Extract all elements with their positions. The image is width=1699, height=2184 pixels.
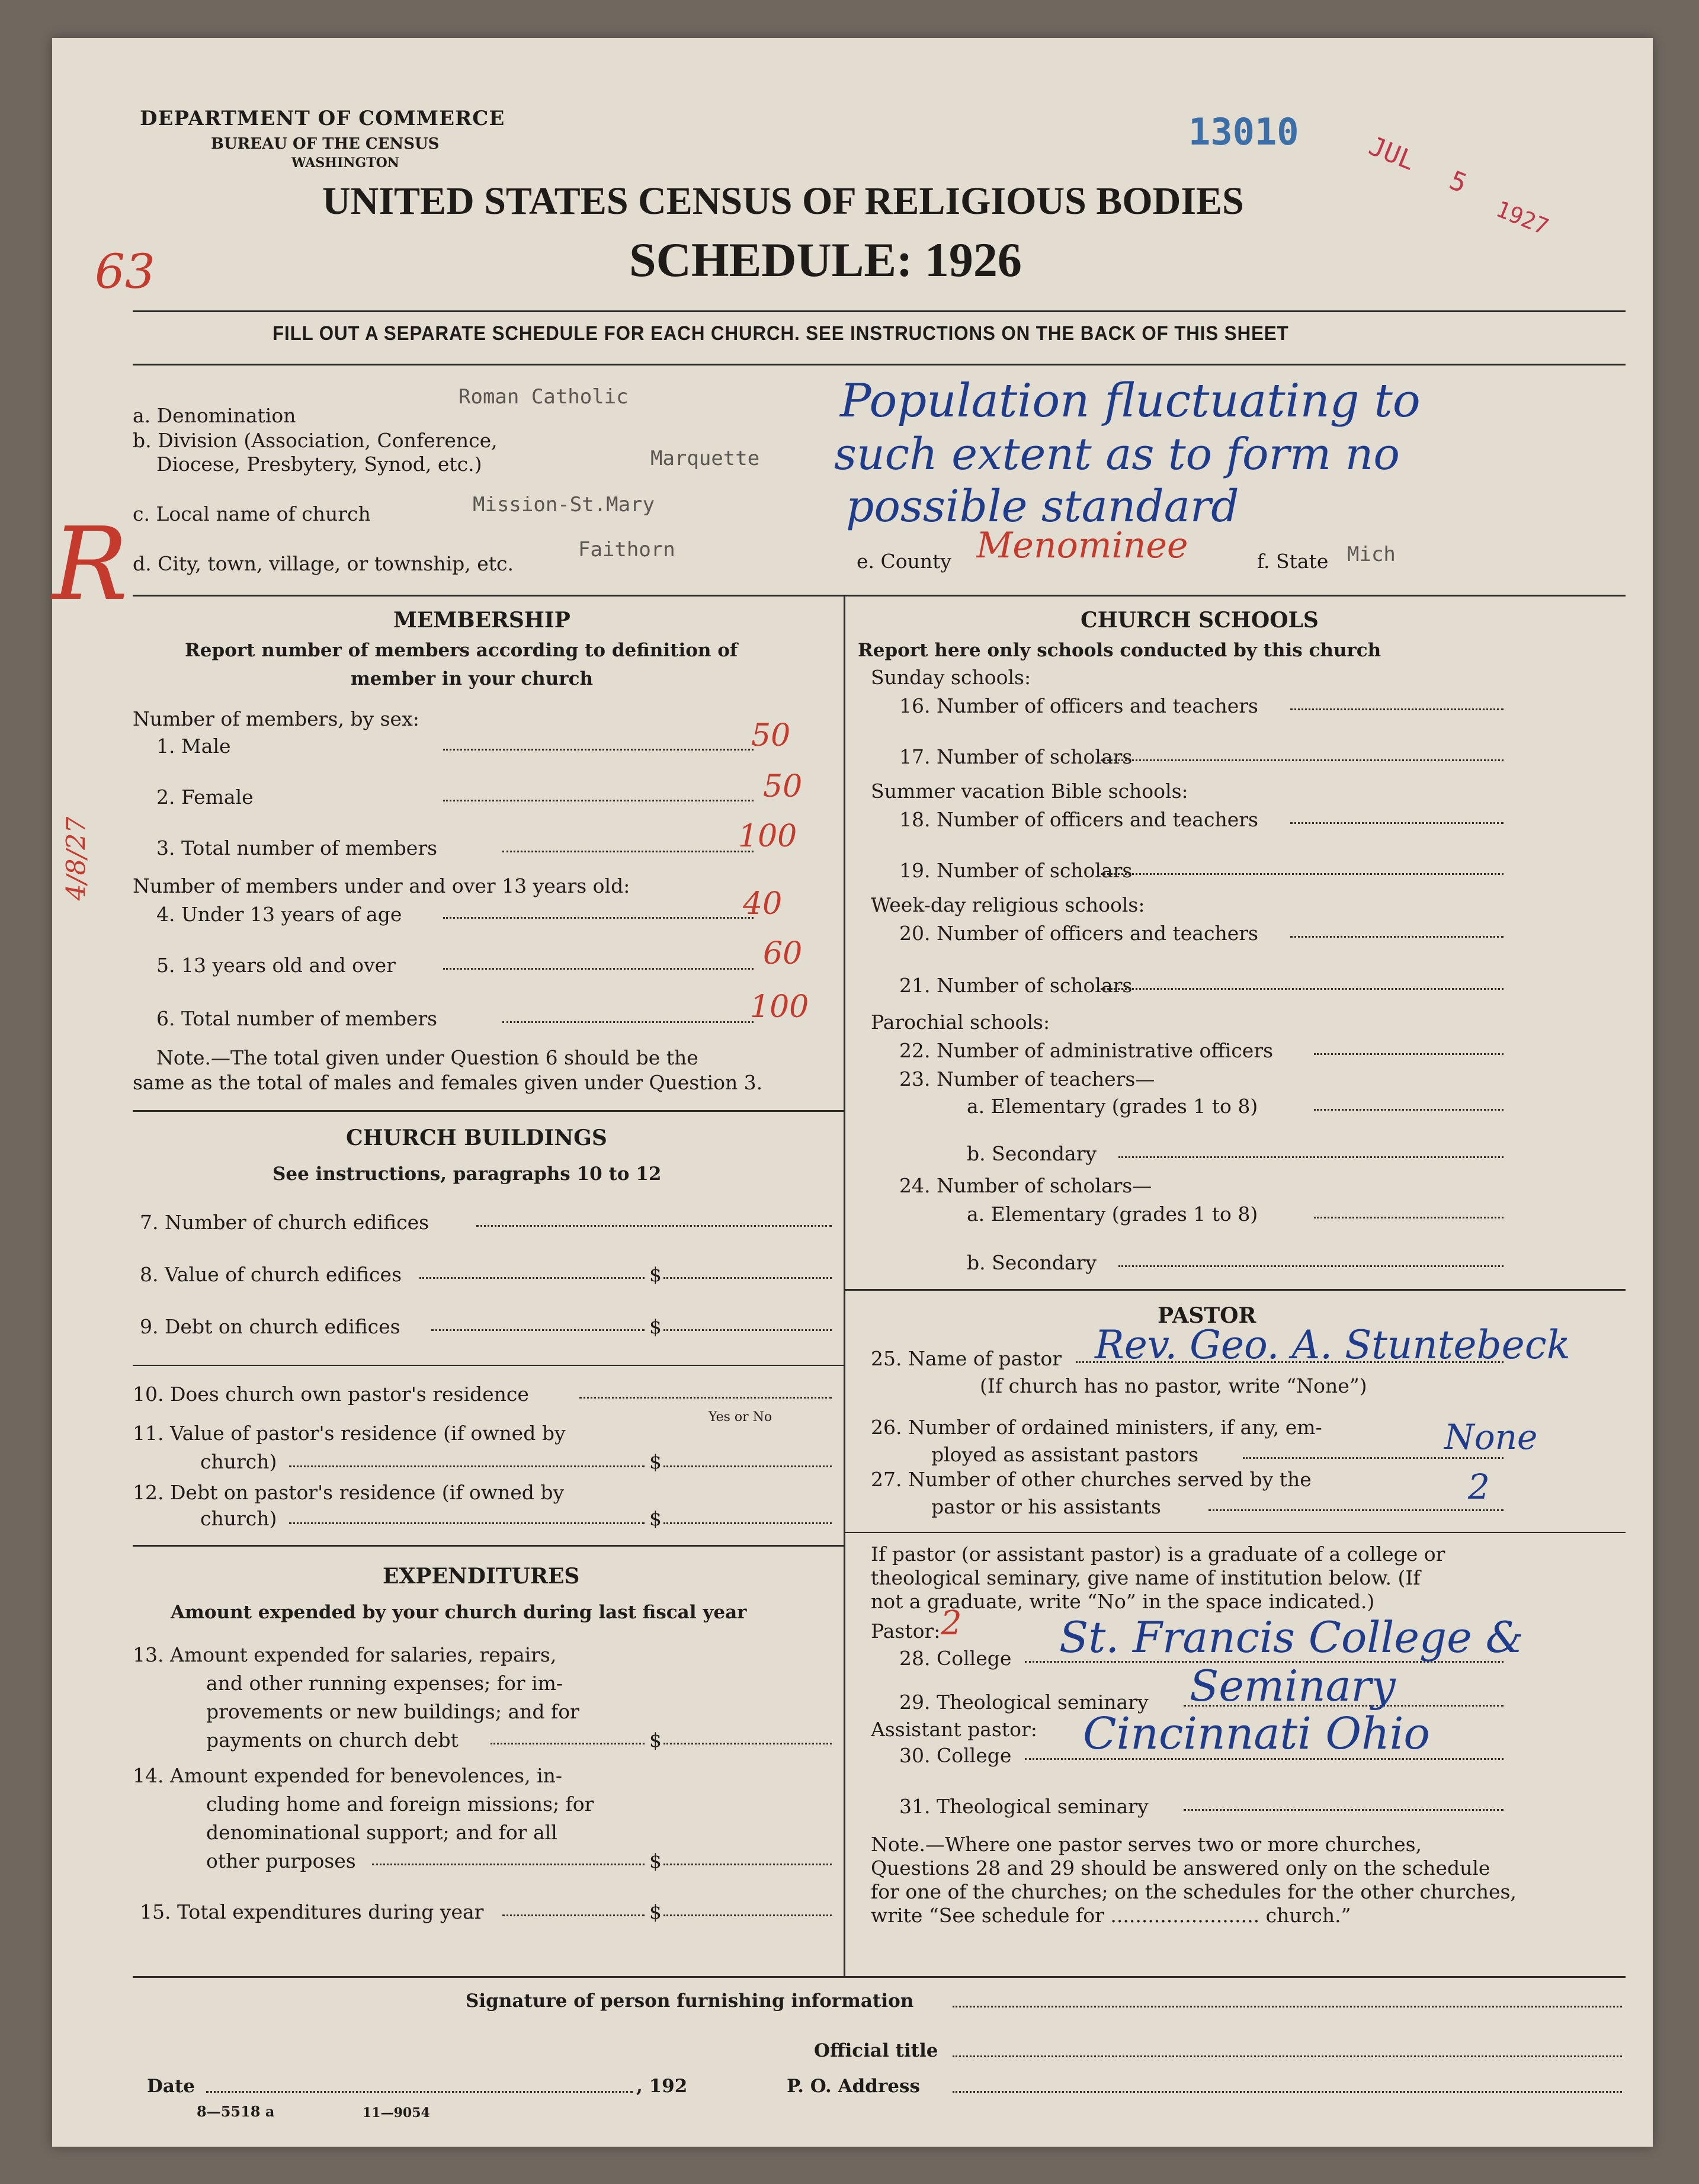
remark-line-1: Population fluctuating to [840, 374, 1421, 428]
q14-label-1: 14. Amount expended for benevolences, in- [133, 1764, 563, 1787]
county-value: Menominee [976, 525, 1188, 566]
q13-label-3: provements or new buildings; and for [206, 1700, 579, 1723]
date-stamp-month: JUL [1364, 130, 1420, 177]
weekday-label: Week-day religious schools: [871, 893, 1145, 916]
q16-label: 16. Number of officers and teachers [899, 694, 1258, 717]
grad-note-1: If pastor (or assistant pastor) is a graduate of a college or [871, 1542, 1445, 1566]
city-label: d. City, town, village, or township, etc. [133, 552, 514, 575]
q30-value: Cincinnati Ohio [1083, 1708, 1430, 1759]
q12-label-2: church) [200, 1507, 277, 1530]
q31-label: 31. Theological seminary [899, 1795, 1149, 1818]
pastor-note-1: Note.—Where one pastor serves two or more churches, [871, 1833, 1422, 1856]
city-heading: WASHINGTON [291, 155, 399, 171]
q3-label: 3. Total number of members [156, 836, 438, 860]
summer-label: Summer vacation Bible schools: [871, 780, 1188, 803]
schools-sub: Report here only schools conducted by this church [858, 640, 1381, 661]
local-name-label: c. Local name of church [133, 502, 371, 525]
division-label-2: Diocese, Presbytery, Synod, etc.) [156, 453, 482, 476]
q8-label: 8. Value of church edifices [140, 1263, 402, 1286]
q15-dollar: $ [649, 1900, 662, 1923]
q5-value: 60 [763, 936, 803, 971]
q26-label-2: ployed as assistant pastors [931, 1443, 1198, 1466]
pastor-note-3: for one of the churches; on the schedules for the other churches, [871, 1880, 1517, 1903]
membership-heading: MEMBERSHIP [393, 608, 570, 633]
q3-value: 100 [738, 819, 797, 854]
q2-value: 50 [763, 769, 803, 804]
state-label: f. State [1257, 550, 1329, 573]
q9-dollar: $ [649, 1315, 662, 1338]
q27-label-2: pastor or his assistants [931, 1495, 1161, 1518]
q25-value: Rev. Geo. A. Stuntebeck [1095, 1322, 1570, 1368]
form-number-1: 8—5518 a [197, 2103, 275, 2120]
q5-label: 5. 13 years old and over [156, 954, 396, 977]
buildings-heading: CHURCH BUILDINGS [346, 1125, 607, 1150]
q11-label-2: church) [200, 1450, 277, 1473]
city-value: Faithorn [578, 538, 675, 562]
q4-label: 4. Under 13 years of age [156, 903, 402, 926]
q12-dollar: $ [649, 1507, 662, 1530]
pastor-note-4: write “See schedule for ........................ church.” [871, 1904, 1351, 1927]
po-address-line[interactable] [953, 2091, 1622, 2093]
margin-date: 4/8/27 [61, 816, 92, 901]
fill-out-instruction: FILL OUT A SEPARATE SCHEDULE FOR EACH CHURCH. SEE INSTRUCTIONS ON THE BACK OF THIS SHEET [273, 322, 1289, 345]
sunday-label: Sunday schools: [871, 666, 1031, 689]
by-age-label: Number of members under and over 13 years old: [133, 874, 630, 897]
pastor-sublabel: Pastor: [871, 1619, 941, 1643]
denomination-label: a. Denomination [133, 404, 296, 427]
department-heading: DEPARTMENT OF COMMERCE [140, 107, 505, 130]
q28-value: St. Francis College & [1059, 1612, 1524, 1662]
rule [844, 1289, 1626, 1291]
yes-no-hint: Yes or No [709, 1410, 772, 1425]
county-label: e. County [857, 550, 952, 573]
margin-number: 63 [95, 244, 155, 299]
division-label-1: b. Division (Association, Conference, [133, 429, 498, 452]
q14-dollar: $ [649, 1849, 662, 1872]
membership-sub-2: member in your church [351, 668, 594, 689]
q25-note: (If church has no pastor, write “None”) [980, 1374, 1367, 1397]
q13-label-1: 13. Amount expended for salaries, repairs, [133, 1643, 557, 1666]
pastor-mark: 2 [941, 1604, 962, 1643]
schools-heading: CHURCH SCHOOLS [1081, 608, 1319, 633]
pastor-heading: PASTOR [1158, 1303, 1256, 1328]
buildings-sub: See instructions, paragraphs 10 to 12 [273, 1163, 662, 1185]
denomination-value: Roman Catholic [459, 385, 629, 409]
q28-label: 28. College [899, 1647, 1012, 1670]
q29-label: 29. Theological seminary [899, 1691, 1149, 1714]
q25-label: 25. Name of pastor [871, 1347, 1062, 1370]
form-number-2: 11—9054 [363, 2105, 430, 2121]
q12-label-1: 12. Debt on pastor's residence (if owned by [133, 1481, 565, 1504]
form-title: UNITED STATES CENSUS OF RELIGIOUS BODIES [322, 179, 1244, 223]
q14-label-3: denominational support; and for all [206, 1821, 557, 1844]
q29-value: Seminary [1190, 1661, 1396, 1711]
q26-label-1: 26. Number of ordained ministers, if any, em- [871, 1416, 1322, 1439]
expenditures-heading: EXPENDITURES [383, 1564, 580, 1589]
membership-note-1: Note.—The total given under Question 6 should be the [156, 1046, 698, 1069]
membership-note-2: same as the total of males and females given under Question 3. [133, 1071, 763, 1094]
q6-value: 100 [750, 989, 809, 1025]
q13-label-4: payments on church debt [206, 1728, 459, 1752]
q26-value: None [1444, 1417, 1538, 1457]
q21-label: 21. Number of scholars [899, 974, 1133, 997]
q17-label: 17. Number of scholars [899, 745, 1133, 768]
q24-label: 24. Number of scholars— [899, 1174, 1152, 1197]
q1-label: 1. Male [156, 735, 231, 758]
q13-label-2: and other running expenses; for im- [206, 1672, 563, 1695]
date-stamp-day: 5 [1445, 165, 1472, 200]
q11-label-1: 11. Value of pastor's residence (if owned by [133, 1422, 566, 1445]
column-divider [844, 596, 845, 1976]
q6-label: 6. Total number of members [156, 1007, 438, 1030]
q15-label: 15. Total expenditures during year [140, 1900, 484, 1923]
date-year: , 192 [636, 2076, 688, 2097]
q4-value: 40 [743, 886, 783, 922]
remark-line-3: possible standard [846, 481, 1239, 532]
margin-r-mark: R [52, 506, 128, 623]
rule [133, 1976, 1626, 1978]
signature-label: Signature of person furnishing information [466, 1990, 914, 2012]
file-number-stamp: 13010 [1188, 110, 1299, 153]
membership-sub-1: Report number of members according to definition of [185, 640, 738, 661]
q27-value: 2 [1468, 1467, 1490, 1507]
q7-label: 7. Number of church edifices [140, 1211, 429, 1234]
q30-label: 30. College [899, 1744, 1012, 1767]
q24b-label: b. Secondary [967, 1251, 1097, 1274]
rule [133, 364, 1626, 365]
q1-value: 50 [751, 718, 791, 753]
q24a-label: a. Elementary (grades 1 to 8) [967, 1202, 1258, 1226]
q19-label: 19. Number of scholars [899, 859, 1133, 882]
grad-note-3: not a graduate, write “No” in the space indicated.) [871, 1590, 1375, 1613]
q23-label: 23. Number of teachers— [899, 1067, 1155, 1091]
schedule-title: SCHEDULE: 1926 [629, 233, 1022, 287]
rule [844, 1532, 1626, 1533]
po-address-label: P. O. Address [787, 2076, 920, 2097]
church-name-value: Mission-St.Mary [473, 493, 655, 517]
q9-label: 9. Debt on church edifices [140, 1315, 400, 1338]
by-sex-label: Number of members, by sex: [133, 707, 419, 730]
division-value: Marquette [650, 447, 760, 470]
q11-dollar: $ [649, 1450, 662, 1473]
grad-note-2: theological seminary, give name of institution below. (If [871, 1566, 1421, 1589]
parochial-label: Parochial schools: [871, 1011, 1050, 1034]
q14-label-4: other purposes [206, 1849, 356, 1872]
q8-dollar: $ [649, 1263, 662, 1286]
q10-label: 10. Does church own pastor's residence [133, 1383, 529, 1406]
signature-line[interactable] [953, 2006, 1622, 2007]
assistant-sublabel: Assistant pastor: [871, 1718, 1037, 1741]
date-stamp-year: 1927 [1492, 195, 1553, 240]
q13-dollar: $ [649, 1728, 662, 1752]
official-title-line[interactable] [953, 2055, 1622, 2057]
official-title-label: Official title [814, 2040, 938, 2061]
q23b-label: b. Secondary [967, 1142, 1097, 1165]
rule [133, 595, 1626, 596]
remark-line-2: such extent as to form no [834, 429, 1400, 480]
q18-label: 18. Number of officers and teachers [899, 808, 1258, 831]
bureau-heading: BUREAU OF THE CENSUS [211, 135, 440, 153]
rule [133, 1365, 844, 1366]
expenditures-sub: Amount expended by your church during last fiscal year [171, 1602, 747, 1623]
rule [133, 1110, 844, 1112]
q27-label-1: 27. Number of other churches served by the [871, 1468, 1312, 1491]
q23a-label: a. Elementary (grades 1 to 8) [967, 1095, 1258, 1118]
q20-label: 20. Number of officers and teachers [899, 922, 1258, 945]
date-line[interactable] [206, 2091, 633, 2093]
census-schedule-page [52, 38, 1653, 2147]
q14-label-2: cluding home and foreign missions; for [206, 1792, 594, 1816]
q2-label: 2. Female [156, 785, 254, 809]
rule [133, 1545, 844, 1547]
date-label: Date [147, 2076, 195, 2097]
state-value: Mich [1347, 543, 1396, 566]
q22-label: 22. Number of administrative officers [899, 1039, 1274, 1062]
pastor-note-2: Questions 28 and 29 should be answered only on the schedule [871, 1856, 1490, 1880]
rule [133, 310, 1626, 312]
